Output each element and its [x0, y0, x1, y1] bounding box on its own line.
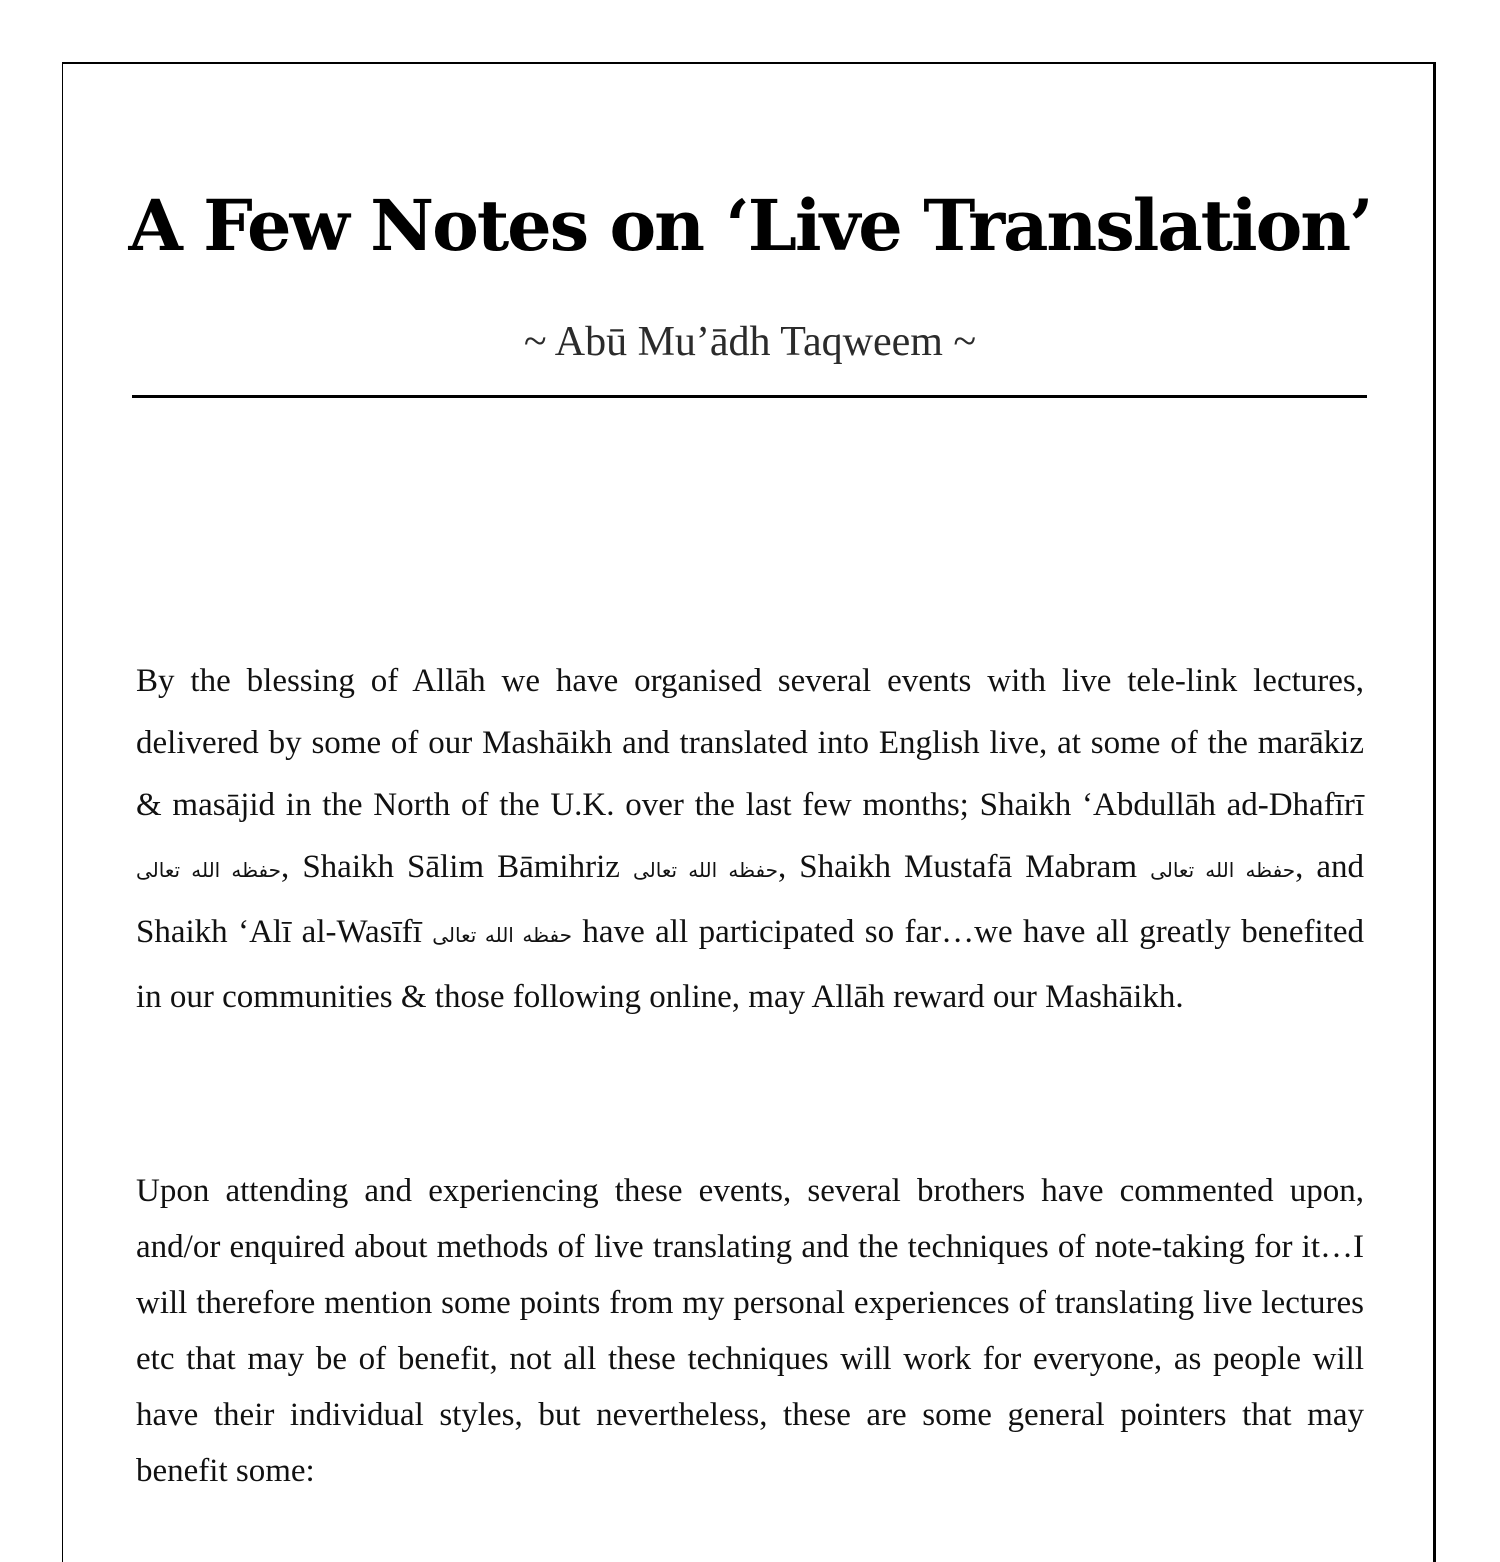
paragraph-text: , Shaikh Mustafā Mabram	[777, 849, 1151, 885]
arabic-honorific: حفظه الله تعالى	[136, 858, 282, 882]
arabic-honorific: حفظه الله تعالى	[632, 858, 778, 882]
document-title: A Few Notes on ‘Live Translation’	[128, 184, 1372, 267]
paragraph-text: , Shaikh Sālim Bāmihriz	[281, 849, 633, 885]
paragraph-purpose: Upon attending and experiencing these events, several brothers have commented upon, and/or enquired about methods of live translating and the techniques of note-taking for it…I will therefore mention some points from my personal experiences of translating live lectures etc that may be of benefit, not all these techniques will work for everyone, as people will have their individual styles, but nevertheless, these are some general pointers that may benefit some:	[136, 1173, 1364, 1489]
arabic-honorific: حفظه الله تعالى	[432, 923, 572, 947]
arabic-honorific: حفظه الله تعالى	[1150, 858, 1296, 882]
paragraph-text: By the blessing of Allāh we have organised several events with live tele-link lectures, delivered by some of our Mashāikh and translated into English live, at some of the marākiz & masājid in the North of the U.K. over the last few months; Shaikh ‘Abdullāh ad-Dhafīrī	[136, 663, 1364, 823]
title-divider	[132, 395, 1367, 398]
paragraph-text: , and Shaikh ‘Alī al-Wasīfī	[136, 849, 1365, 950]
paragraph-text: have all participated so far…we have all greatly benefited in our communities & those following online, may Allāh reward our Mashāikh.	[136, 914, 1365, 1015]
author-byline: ~ Abū Mu’ādh Taqweem ~	[523, 319, 977, 365]
paragraph-intro	[136, 650, 1364, 1028]
